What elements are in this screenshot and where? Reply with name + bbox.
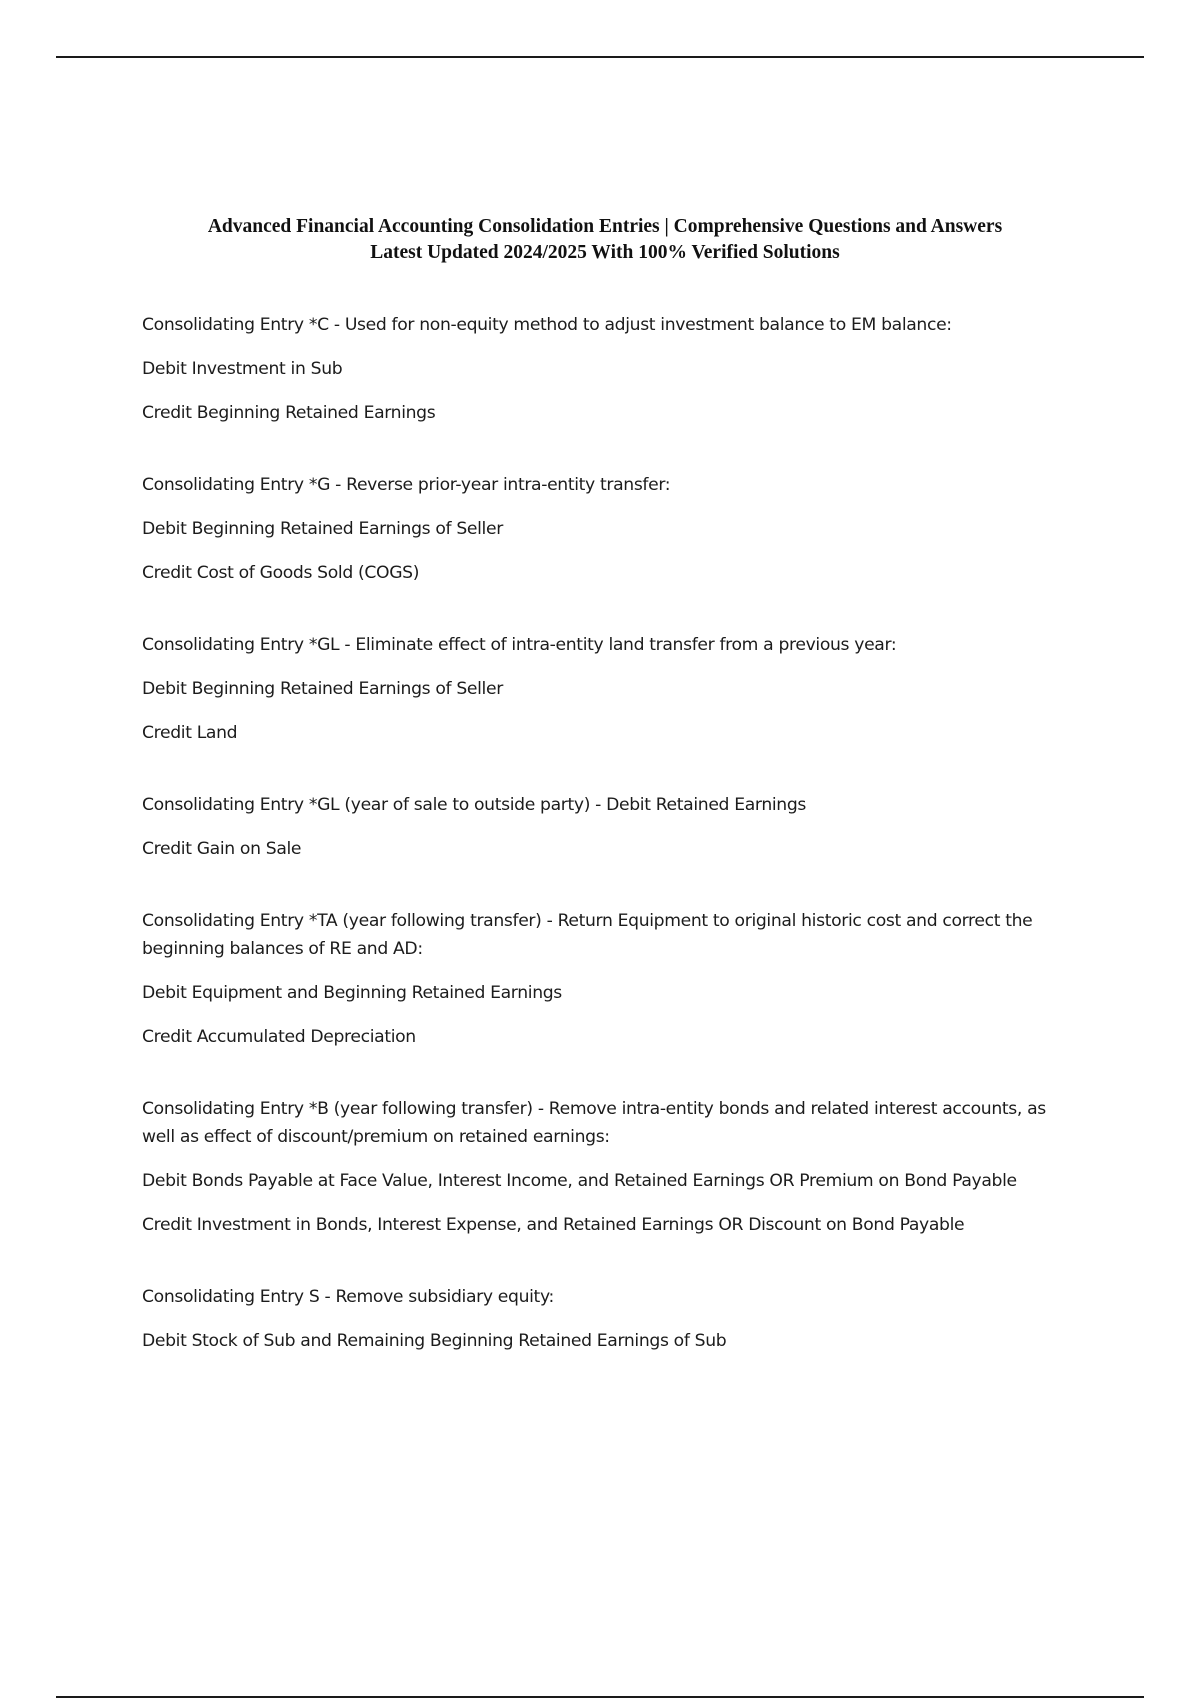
entry-debit-line: Debit Bonds Payable at Face Value, Interest Income, and Retained Earnings OR Premium on Bond Payable [142, 1171, 1017, 1191]
entry-c [142, 311, 1072, 427]
bottom-rule [56, 1696, 1144, 1698]
entry-credit-line: Credit Gain on Sale [142, 839, 302, 859]
entry-g [142, 471, 1072, 587]
entry-heading: Consolidating Entry *C - Used for non-equity method to adjust investment balance to EM balance: [142, 315, 952, 335]
entry-s [142, 1283, 1072, 1355]
entry-heading: Consolidating Entry *GL - Eliminate effect of intra-entity land transfer from a previous year: [142, 635, 897, 655]
entry-heading: Consolidating Entry *G - Reverse prior-year intra-entity transfer: [142, 475, 671, 495]
entry-heading: Consolidating Entry *GL (year of sale to outside party) - Debit Retained Earnings [142, 795, 807, 815]
title-line-1: Advanced Financial Accounting Consolidation Entries | Comprehensive Questions and Answers [207, 216, 1003, 237]
entry-heading: Consolidating Entry *B (year following transfer) - Remove intra-entity bonds and related interest accounts, as well as effect of discount/premium on retained earnings: [142, 1099, 1046, 1147]
entry-credit-line: Credit Cost of Goods Sold (COGS) [142, 563, 420, 583]
document-body [142, 311, 1072, 1399]
entry-credit-line: Credit Accumulated Depreciation [142, 1027, 416, 1047]
entry-debit-line: Debit Investment in Sub [142, 359, 343, 379]
entry-credit-line: Credit Investment in Bonds, Interest Expense, and Retained Earnings OR Discount on Bond Payable [142, 1215, 965, 1235]
entry-debit-line: Debit Equipment and Beginning Retained Earnings [142, 983, 562, 1003]
entry-debit-line: Debit Stock of Sub and Remaining Beginning Retained Earnings of Sub [142, 1331, 727, 1351]
entry-heading: Consolidating Entry S - Remove subsidiary equity: [142, 1287, 554, 1307]
entry-gl-sale [142, 791, 1072, 863]
entry-debit-line: Debit Beginning Retained Earnings of Seller [142, 519, 503, 539]
title-line-2: Latest Updated 2024/2025 With 100% Verified Solutions [370, 242, 840, 263]
entry-credit-line: Credit Beginning Retained Earnings [142, 403, 436, 423]
entry-ta [142, 907, 1072, 1051]
entry-gl-land [142, 631, 1072, 747]
entry-debit-line: Debit Beginning Retained Earnings of Seller [142, 679, 503, 699]
entry-b [142, 1095, 1072, 1239]
document-title [140, 214, 1070, 266]
entry-credit-line: Credit Land [142, 723, 238, 743]
top-rule [56, 56, 1144, 58]
entry-heading: Consolidating Entry *TA (year following transfer) - Return Equipment to original historic cost and correct the beginning balances of RE and AD: [142, 911, 1033, 959]
